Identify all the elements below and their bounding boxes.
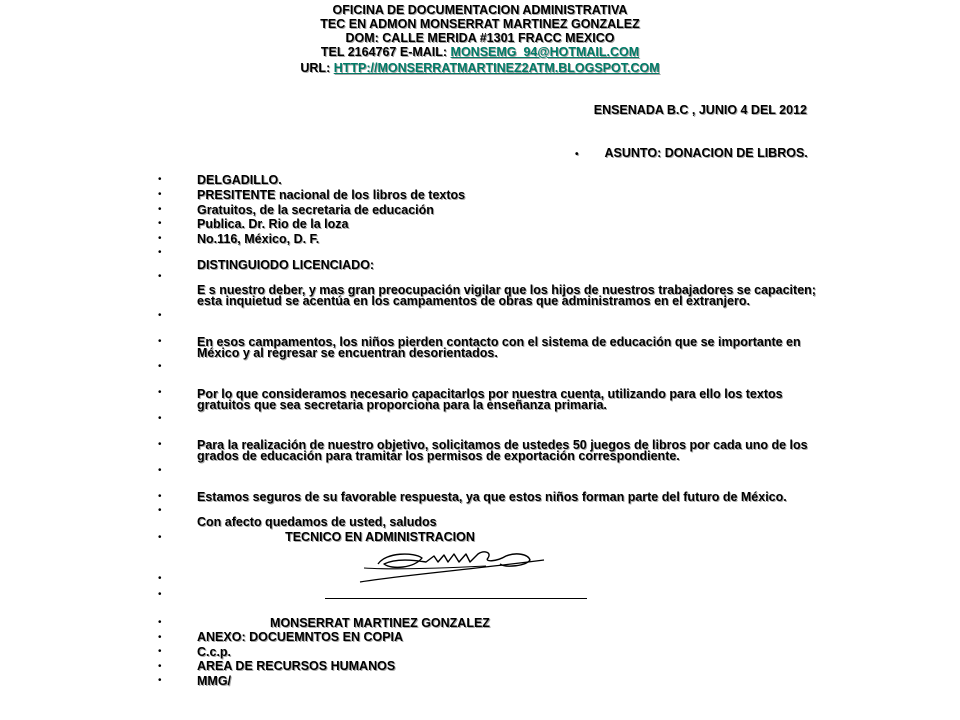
letterhead-name: TEC EN ADMON MONSERRAT MARTINEZ GONZALEZ — [320, 17, 640, 31]
letterhead-url — [0, 61, 960, 75]
bullet-icon: • — [158, 675, 162, 686]
paragraph-3-line-1: Por lo que consideramos necesario capacitarlos por nuestra cuenta, utilizando para ello los textos — [197, 387, 783, 401]
bullet-icon: • — [158, 589, 162, 600]
paragraph-5: Estamos seguros de su favorable respuesta, ya que estos niños forman parte del futuro de México. — [197, 490, 787, 504]
footer-initials: MMG/ — [197, 674, 232, 688]
recipient-line: DELGADILLO. — [197, 173, 282, 187]
bullet-icon: • — [158, 387, 162, 398]
paragraph-2-line-1: En esos campamentos, los niños pierden contacto con el sistema de educación que se importante en — [197, 335, 801, 349]
letterhead-address: DOM: CALLE MERIDA #1301 FRACC MEXICO — [345, 31, 615, 45]
paragraph-4-line-2: grados de educación para tramitar los permisos de exportación correspondiente. — [197, 449, 680, 463]
bullet-icon: • — [158, 189, 162, 200]
url-link[interactable]: HTTP://MONSERRATMARTINEZ2ATM.BLOGSPOT.COM — [333, 61, 660, 75]
bullet-icon: • — [158, 532, 162, 543]
recipient-line: Gratuitos, de la secretaria de educación — [197, 203, 434, 217]
bullet-icon: • — [158, 505, 162, 516]
closing-line: Con afecto quedamos de usted, saludos — [197, 515, 437, 529]
bullet-icon: • — [158, 573, 162, 584]
bullet-icon: • — [158, 646, 162, 657]
subject-text: ASUNTO: DONACION DE LIBROS. — [604, 146, 808, 160]
paragraph-4-line-1: Para la realización de nuestro objetivo, solicitamos de ustedes 50 juegos de libros por cada uno de los — [197, 438, 808, 452]
bullet-icon: • — [158, 247, 162, 258]
bullet-icon: • — [158, 413, 162, 424]
paragraph-2-line-2: México y al regresar se encuentran desorientados. — [197, 346, 498, 360]
paragraph-1-line-2: esta inquietud se acentúa en los campamentos de obras que administramos en el extranjero. — [197, 294, 750, 308]
bullet-icon: • — [158, 465, 162, 476]
bullet-icon: • — [158, 174, 162, 185]
signature-line — [325, 598, 587, 599]
footer-annex: ANEXO: DOCUEMNTOS EN COPIA — [197, 630, 404, 644]
bullet-icon: • — [158, 491, 162, 502]
bullet-icon: • — [158, 439, 162, 450]
bullet-icon: • — [158, 310, 162, 321]
bullet-icon: • — [158, 271, 162, 282]
subject-line — [575, 146, 808, 160]
letterhead-office: OFICINA DE DOCUMENTACION ADMINISTRATIVA — [332, 3, 628, 17]
paragraph-1-line-1: E s nuestro deber, y mas gran preocupación vigilar que los hijos de nuestros trabajadores se capaciten; — [197, 283, 816, 297]
bullet-icon: • — [575, 149, 579, 160]
recipient-line: Publica. Dr. Rio de la loza — [197, 217, 349, 231]
footer-ccp: C.c.p. — [197, 645, 232, 659]
email-link[interactable]: MONSEMG_94@HOTMAIL.COM — [450, 45, 640, 59]
bullet-icon: • — [158, 661, 162, 672]
letterhead-contact — [0, 45, 960, 59]
bullet-icon: • — [158, 204, 162, 215]
signer-title: TECNICO EN ADMINISTRACION — [285, 530, 475, 544]
footer-department: AREA DE RECURSOS HUMANOS — [197, 659, 396, 673]
tel-label: TEL 2164767 E-MAIL: — [320, 45, 451, 59]
url-label: URL: — [300, 61, 334, 75]
bullet-icon: • — [158, 617, 162, 628]
bullet-icon: • — [158, 361, 162, 372]
bullet-icon: • — [158, 336, 162, 347]
salutation: DISTINGUIODO LICENCIADO: — [197, 258, 375, 272]
recipient-line: No.116, México, D. F. — [197, 232, 320, 246]
recipient-line: PRESITENTE nacional de los libros de textos — [197, 188, 466, 202]
letter-date: ENSENADA B.C , JUNIO 4 DEL 2012 — [593, 103, 807, 117]
bullet-icon: • — [158, 632, 162, 643]
signature-scribble — [356, 546, 552, 588]
bullet-icon: • — [158, 218, 162, 229]
signer-name: MONSERRAT MARTINEZ GONZALEZ — [270, 616, 490, 630]
bullet-icon: • — [158, 233, 162, 244]
paragraph-3-line-2: gratuitos que sea secretaria proporciona para la enseñanza primaria. — [197, 398, 607, 412]
